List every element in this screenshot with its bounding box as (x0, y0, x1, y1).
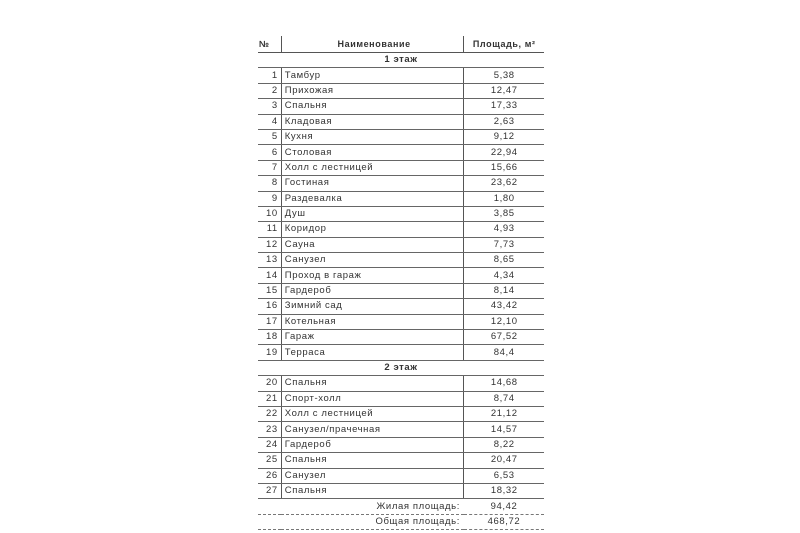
header-number: № (258, 36, 281, 53)
table-row (258, 299, 544, 314)
room-name: Спальня (281, 376, 464, 391)
table-row (258, 406, 544, 421)
floor-title: 2 этаж (258, 360, 544, 375)
room-number: 4 (258, 114, 281, 129)
room-number: 23 (258, 422, 281, 437)
header-area: Площадь, м² (464, 36, 544, 53)
table-row (258, 237, 544, 252)
table-row (258, 83, 544, 98)
room-number: 13 (258, 253, 281, 268)
room-number: 17 (258, 314, 281, 329)
room-area: 43,42 (464, 299, 544, 314)
table-row (258, 253, 544, 268)
room-name: Столовая (281, 145, 464, 160)
room-area: 8,65 (464, 253, 544, 268)
room-name: Гардероб (281, 283, 464, 298)
table-row (258, 129, 544, 144)
room-name: Гостиная (281, 176, 464, 191)
table-header-row (258, 36, 544, 53)
floor-title: 1 этаж (258, 53, 544, 68)
floor-heading-row (258, 53, 544, 68)
table-row (258, 206, 544, 221)
room-name: Кладовая (281, 114, 464, 129)
room-area: 14,57 (464, 422, 544, 437)
room-area: 4,34 (464, 268, 544, 283)
room-number: 2 (258, 83, 281, 98)
total-value: 468,72 (464, 514, 544, 529)
room-area: 3,85 (464, 206, 544, 221)
room-name: Котельная (281, 314, 464, 329)
room-name: Проход в гараж (281, 268, 464, 283)
room-area: 20,47 (464, 453, 544, 468)
room-number: 19 (258, 345, 281, 360)
room-name: Санузел (281, 468, 464, 483)
room-area: 1,80 (464, 191, 544, 206)
room-number: 21 (258, 391, 281, 406)
room-name: Прихожая (281, 83, 464, 98)
table-row (258, 483, 544, 498)
room-number: 12 (258, 237, 281, 252)
room-area: 17,33 (464, 99, 544, 114)
room-name: Спальня (281, 483, 464, 498)
table-row (258, 330, 544, 345)
total-label: Общая площадь: (258, 514, 464, 529)
room-number: 16 (258, 299, 281, 314)
table-row (258, 422, 544, 437)
room-area: 21,12 (464, 406, 544, 421)
table-row (258, 391, 544, 406)
table-row (258, 191, 544, 206)
room-name: Спорт-холл (281, 391, 464, 406)
room-name: Холл с лестницей (281, 406, 464, 421)
room-name: Гараж (281, 330, 464, 345)
room-name: Гардероб (281, 437, 464, 452)
table-row (258, 68, 544, 83)
table-row (258, 99, 544, 114)
room-area: 14,68 (464, 376, 544, 391)
table-row (258, 453, 544, 468)
table-row (258, 314, 544, 329)
room-name: Терраса (281, 345, 464, 360)
total-row (258, 514, 544, 529)
room-number: 15 (258, 283, 281, 298)
room-name: Санузел/прачечная (281, 422, 464, 437)
room-name: Зимний сад (281, 299, 464, 314)
room-number: 7 (258, 160, 281, 175)
room-number: 6 (258, 145, 281, 160)
table-row (258, 468, 544, 483)
room-number: 25 (258, 453, 281, 468)
total-row (258, 499, 544, 514)
table-body (258, 53, 544, 530)
room-name: Сауна (281, 237, 464, 252)
room-area: 8,14 (464, 283, 544, 298)
header-name: Наименование (281, 36, 464, 53)
table-row (258, 145, 544, 160)
table-row (258, 176, 544, 191)
room-number: 8 (258, 176, 281, 191)
room-number: 9 (258, 191, 281, 206)
room-area: 9,12 (464, 129, 544, 144)
room-number: 20 (258, 376, 281, 391)
floor-heading-row (258, 360, 544, 375)
room-number: 18 (258, 330, 281, 345)
room-area: 12,10 (464, 314, 544, 329)
room-name: Раздевалка (281, 191, 464, 206)
room-number: 5 (258, 129, 281, 144)
room-number: 11 (258, 222, 281, 237)
room-number: 10 (258, 206, 281, 221)
table-row (258, 376, 544, 391)
room-number: 22 (258, 406, 281, 421)
total-label: Жилая площадь: (258, 499, 464, 514)
room-number: 26 (258, 468, 281, 483)
room-name: Тамбур (281, 68, 464, 83)
room-area: 7,73 (464, 237, 544, 252)
room-area: 12,47 (464, 83, 544, 98)
room-name: Коридор (281, 222, 464, 237)
room-area: 8,22 (464, 437, 544, 452)
room-number: 27 (258, 483, 281, 498)
room-area: 18,32 (464, 483, 544, 498)
room-name: Спальня (281, 453, 464, 468)
room-area: 84,4 (464, 345, 544, 360)
table-row (258, 345, 544, 360)
table-row (258, 114, 544, 129)
table-row (258, 283, 544, 298)
room-name: Душ (281, 206, 464, 221)
room-area: 4,93 (464, 222, 544, 237)
room-number: 1 (258, 68, 281, 83)
room-name: Санузел (281, 253, 464, 268)
room-area: 15,66 (464, 160, 544, 175)
room-area: 8,74 (464, 391, 544, 406)
room-number: 24 (258, 437, 281, 452)
room-number: 14 (258, 268, 281, 283)
room-area: 6,53 (464, 468, 544, 483)
room-area: 22,94 (464, 145, 544, 160)
room-name: Холл с лестницей (281, 160, 464, 175)
table-row (258, 437, 544, 452)
room-area: 5,38 (464, 68, 544, 83)
table-row (258, 222, 544, 237)
room-area-table (258, 36, 544, 530)
room-area: 67,52 (464, 330, 544, 345)
room-number: 3 (258, 99, 281, 114)
room-name: Спальня (281, 99, 464, 114)
room-area: 23,62 (464, 176, 544, 191)
room-area: 2,63 (464, 114, 544, 129)
table-row (258, 160, 544, 175)
room-name: Кухня (281, 129, 464, 144)
table-row (258, 268, 544, 283)
total-value: 94,42 (464, 499, 544, 514)
